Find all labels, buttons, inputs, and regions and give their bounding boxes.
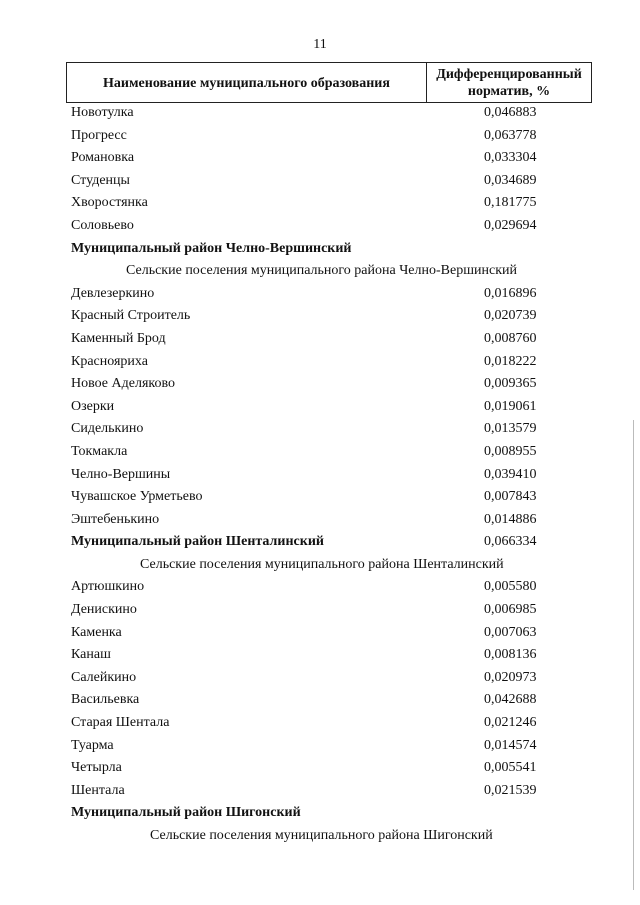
table-row <box>0 283 640 306</box>
table-row <box>0 215 640 238</box>
table-row <box>0 328 640 351</box>
settlement-name: Денискино <box>71 602 137 618</box>
normative-value: 0,046883 <box>484 105 537 120</box>
normative-value: 0,042688 <box>484 692 537 708</box>
normative-value: 0,181775 <box>484 195 537 211</box>
table-row <box>0 170 640 193</box>
table-row <box>0 712 640 735</box>
normative-value: 0,039410 <box>484 466 537 482</box>
table-row <box>0 373 640 396</box>
normative-value: 0,008955 <box>484 443 537 459</box>
section-subheader <box>0 554 640 577</box>
settlement-name: Челно-Вершины <box>71 466 171 482</box>
table-row <box>0 644 640 667</box>
normative-value: 0,063778 <box>484 127 537 143</box>
district-name: Муниципальный район Челно-Вершинский <box>71 240 352 256</box>
table-body <box>0 102 640 848</box>
settlement-name: Каменный Брод <box>71 330 166 346</box>
normative-value: 0,007843 <box>484 489 537 505</box>
table-row <box>0 735 640 758</box>
table-row <box>0 396 640 419</box>
normative-value: 0,019061 <box>484 398 537 414</box>
normative-value: 0,009365 <box>484 376 537 392</box>
page-number: 11 <box>313 37 327 52</box>
scan-edge-line <box>633 420 634 890</box>
normative-value: 0,029694 <box>484 217 537 233</box>
table-row <box>0 305 640 328</box>
settlement-name: Сиделькино <box>71 421 144 437</box>
district-name: Муниципальный район Шигонский <box>71 805 301 821</box>
normative-value: 0,008760 <box>484 330 537 346</box>
section-subheader <box>0 825 640 848</box>
settlement-name: Канаш <box>71 647 111 663</box>
table-header <box>66 62 592 103</box>
settlement-name: Каменка <box>71 624 122 640</box>
settlement-name: Озерки <box>71 398 115 414</box>
district-row <box>0 802 640 825</box>
settlement-name: Девлезеркино <box>71 285 155 301</box>
normative-value: 0,018222 <box>484 353 537 369</box>
table-row <box>0 418 640 441</box>
subheader-text: Сельские поселения муниципального района Челно-Вершинский <box>126 263 517 279</box>
table-row <box>0 125 640 148</box>
settlement-name: Токмакла <box>71 443 128 459</box>
settlement-name: Новое Аделяково <box>71 376 175 392</box>
normative-value: 0,021539 <box>484 782 537 798</box>
district-name: Муниципальный район Шенталинский <box>71 534 324 550</box>
settlement-name: Четырла <box>71 760 122 776</box>
settlement-name: Чувашское Урметьево <box>71 489 203 505</box>
table-row <box>0 102 640 125</box>
table-row <box>0 780 640 803</box>
settlement-name: Васильевка <box>71 692 140 708</box>
normative-value: 0,005580 <box>484 579 537 595</box>
settlement-name: Эштебенькино <box>71 511 160 527</box>
normative-value: 0,066334 <box>484 534 537 550</box>
table-row <box>0 667 640 690</box>
settlement-name: Красный Строитель <box>71 308 191 324</box>
settlement-name: Шентала <box>71 782 125 798</box>
normative-value: 0,016896 <box>484 285 537 301</box>
settlement-name: Студенцы <box>71 172 130 188</box>
settlement-name: Прогресс <box>71 127 127 143</box>
subheader-text: Сельские поселения муниципального района Шенталинский <box>140 556 504 572</box>
table-row <box>0 599 640 622</box>
table-row <box>0 486 640 509</box>
settlement-name: Романовка <box>71 150 135 166</box>
normative-value: 0,034689 <box>484 172 537 188</box>
settlement-name: Новотулка <box>71 105 134 120</box>
table-row <box>0 147 640 170</box>
table-row <box>0 192 640 215</box>
district-row <box>0 238 640 261</box>
settlement-name: Краснояриха <box>71 353 148 369</box>
table-row <box>0 622 640 645</box>
table-row <box>0 757 640 780</box>
table-row <box>0 351 640 374</box>
normative-value: 0,007063 <box>484 624 537 640</box>
district-row <box>0 531 640 554</box>
settlement-name: Соловьево <box>71 217 134 233</box>
settlement-name: Салейкино <box>71 669 137 685</box>
subheader-text: Сельские поселения муниципального района Шигонский <box>150 828 493 843</box>
table-row <box>0 509 640 532</box>
table-row <box>0 576 640 599</box>
normative-value: 0,020973 <box>484 669 537 685</box>
table-row <box>0 689 640 712</box>
settlement-name: Старая Шентала <box>71 715 170 731</box>
normative-value: 0,033304 <box>484 150 537 166</box>
normative-value: 0,006985 <box>484 602 537 618</box>
normative-value: 0,020739 <box>484 308 537 324</box>
normative-value: 0,021246 <box>484 715 537 731</box>
column-header-value <box>427 63 591 102</box>
normative-value: 0,014574 <box>484 737 537 753</box>
column-header-value-line2: норматив, % <box>467 83 551 99</box>
settlement-name: Артюшкино <box>71 579 145 595</box>
normative-value: 0,005541 <box>484 760 537 776</box>
table-row <box>0 464 640 487</box>
section-subheader <box>0 260 640 283</box>
settlement-name: Хворостянка <box>71 195 148 211</box>
normative-value: 0,008136 <box>484 647 537 663</box>
column-header-name: Наименование муниципального образования <box>67 63 427 102</box>
column-header-value-line1: Дифференцированный <box>436 66 582 82</box>
settlement-name: Туарма <box>71 737 114 753</box>
table-row <box>0 441 640 464</box>
normative-value: 0,014886 <box>484 511 537 527</box>
normative-value: 0,013579 <box>484 421 537 437</box>
